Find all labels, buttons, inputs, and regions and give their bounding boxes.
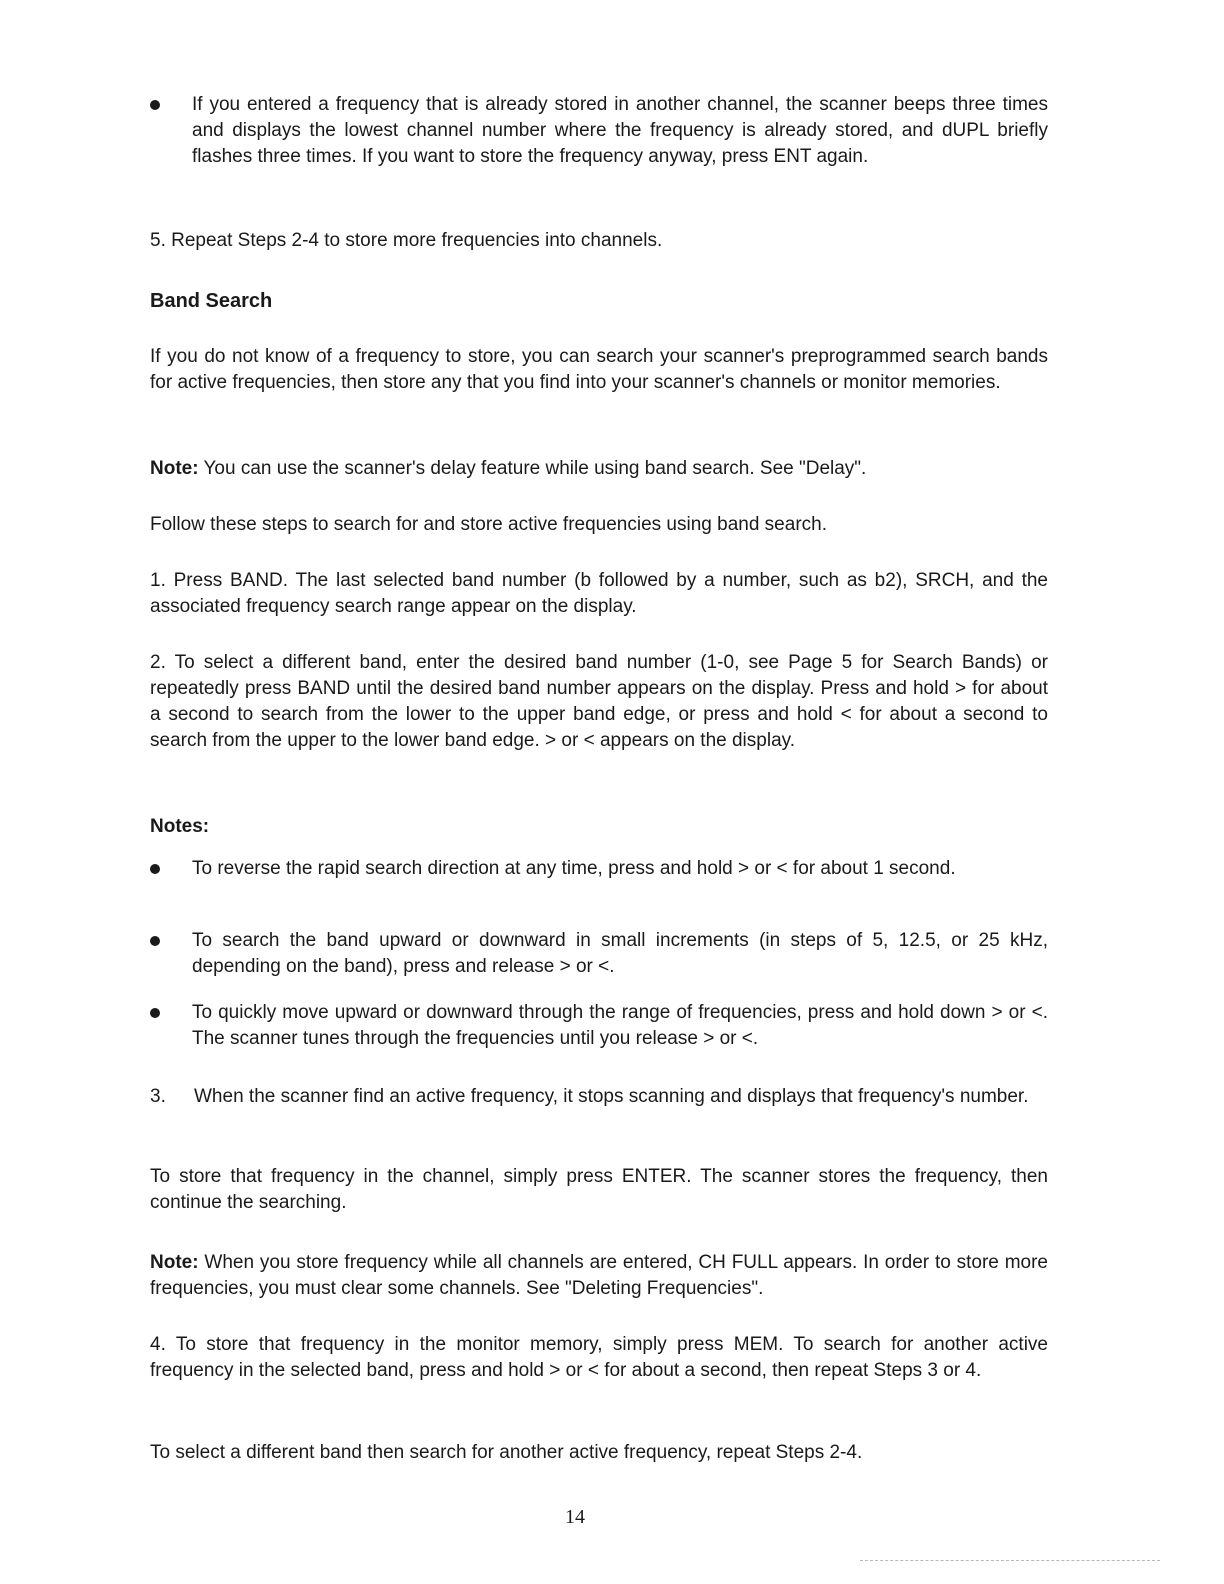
bullet-icon: [150, 1008, 160, 1018]
note-item-text: To search the band upward or downward in small increments (in steps of 5, 12.5, or 25 kHz, depending on the band), press and release > or <.: [192, 930, 1048, 977]
step-3: [150, 1084, 1048, 1110]
section-heading-band-search: Band Search: [150, 290, 273, 312]
note-channels-full: [150, 1250, 1048, 1302]
note-text: You can use the scanner's delay feature while using band search. See "Delay".: [203, 458, 867, 479]
note-label: Note:: [150, 458, 199, 479]
intro-paragraph: If you do not know of a frequency to store, you can search your scanner's preprogrammed search bands for active frequencies, then store any that you find into your scanner's channels or monitor memories.: [150, 346, 1048, 393]
bullet-icon: [150, 936, 160, 946]
step-3-number: 3.: [150, 1086, 166, 1107]
page-number: 14: [565, 1506, 585, 1528]
note-item-text: To quickly move upward or downward through the range of frequencies, press and hold down > or <. The scanner tunes through the frequencies until you release > or <.: [192, 1002, 1048, 1049]
step-2: 2. To select a different band, enter the desired band number (1-0, see Page 5 for Search Bands) or repeatedly press BAND until the desired band number appears on the display. Press and hold > for about a second to search from the lower to the upper band edge, or press and hold < for about a second to search from the upper to the lower band edge. > or < appears on the display.: [150, 652, 1048, 751]
bullet-icon: [150, 864, 160, 874]
step-1: 1. Press BAND. The last selected band number (b followed by a number, such as b2), SRCH, and the associated frequency search range appear on the display.: [150, 570, 1048, 617]
step-4: 4. To store that frequency in the monitor memory, simply press MEM. To search for another active frequency in the selected band, press and hold > or < for about a second, then repeat Steps 3 or 4.: [150, 1334, 1048, 1381]
note-item: [150, 928, 1048, 980]
note-delay: [150, 456, 1048, 482]
store-channel-paragraph: To store that frequency in the channel, simply press ENTER. The scanner stores the frequency, then continue the searching.: [150, 1166, 1048, 1213]
note-text: When you store frequency while all channels are entered, CH FULL appears. In order to store more frequencies, you must clear some channels. See "Deleting Frequencies".: [150, 1252, 1048, 1299]
note-item: [150, 856, 1048, 882]
bullet-duplicate-frequency: [150, 92, 1048, 170]
select-different-band-paragraph: To select a different band then search for another active frequency, repeat Steps 2-4.: [150, 1442, 863, 1463]
note-label: Note:: [150, 1252, 199, 1273]
scan-artifact-line: [860, 1560, 1160, 1562]
bullet-icon: [150, 100, 160, 110]
note-item: [150, 1000, 1048, 1052]
step-3-text: When the scanner find an active frequency, it stops scanning and displays that frequency's number.: [194, 1086, 1029, 1107]
notes-heading: Notes:: [150, 816, 210, 837]
bullet-text: If you entered a frequency that is already stored in another channel, the scanner beeps three times and displays the lowest channel number where the frequency is already stored, and dUPL briefly flashes three times. If you want to store the frequency anyway, press ENT again.: [192, 94, 1048, 167]
note-item-text: To reverse the rapid search direction at any time, press and hold > or < for about 1 second.: [192, 858, 956, 879]
follow-steps-paragraph: Follow these steps to search for and store active frequencies using band search.: [150, 514, 827, 535]
step-5: 5. Repeat Steps 2-4 to store more frequencies into channels.: [150, 230, 663, 251]
